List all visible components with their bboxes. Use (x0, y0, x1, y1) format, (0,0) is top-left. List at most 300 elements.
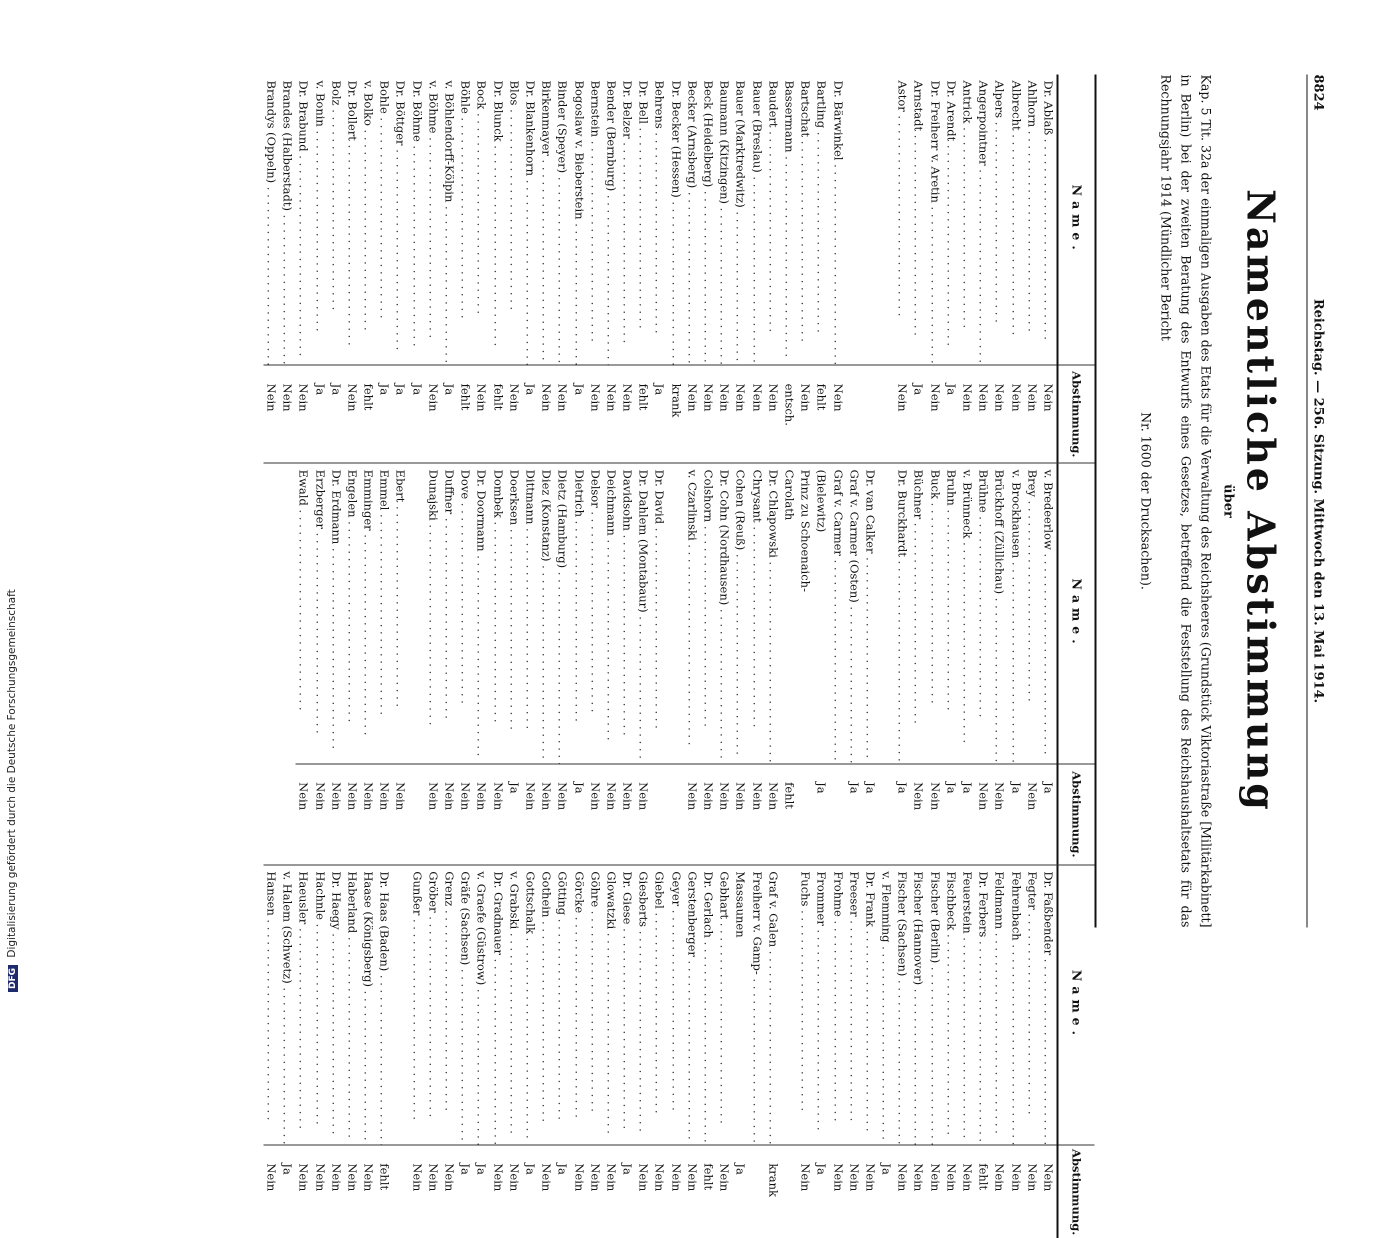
vote-row (538, 74, 554, 462)
vote-row (910, 865, 926, 1238)
vote-value: Ja (377, 383, 392, 395)
member-name: Brey . . . (1024, 463, 1040, 763)
vote-row (279, 865, 295, 1238)
member-name: Göhre . . . (587, 865, 603, 1145)
vote-row (927, 74, 943, 462)
member-name: Massaunen (732, 865, 748, 1145)
vote-value: fehlt (814, 383, 829, 410)
vote-value: Nein (1024, 1162, 1039, 1191)
member-name: v. Böhlendorff-Kölpin . . . (441, 74, 457, 365)
header-vote: Abstimmung. (1069, 770, 1083, 857)
vote-row (376, 74, 392, 462)
member-name: Giesberts . . . (635, 865, 651, 1145)
member-name: Brandes (Halberstadt) . . . (279, 74, 295, 365)
member-name: Dr. Haas (Baden) . . . (376, 865, 392, 1145)
vote-value: fehlt (490, 383, 505, 410)
vote-row (635, 463, 651, 864)
member-name (781, 865, 797, 1145)
vote-row (328, 463, 344, 864)
vote-value: krank (668, 383, 683, 417)
member-name: Colshorn . . . (700, 463, 716, 763)
vote-row (878, 865, 894, 1238)
member-name: Bruhn . . . (943, 463, 959, 763)
member-name: Baudert . . . (765, 74, 781, 365)
vote-value: Ja (523, 1162, 537, 1175)
vote-row (1024, 865, 1040, 1238)
member-name: Brandys (Oppeln) . . . (263, 74, 279, 365)
member-name: Bartschat . . . (797, 74, 813, 365)
member-name: Astor . . . (894, 74, 910, 365)
vote-row (570, 74, 586, 462)
member-name: Gottschalk . . . (522, 865, 538, 1145)
member-name: Erzberger . . . (311, 463, 327, 763)
header-name: Name. (1058, 463, 1094, 764)
vote-value: Ja (862, 781, 877, 794)
member-name: Dr. Freiherr v. Aretin . . . (927, 74, 943, 365)
member-name: Diez (Konstanz) . . . (538, 463, 554, 763)
vote-row (878, 463, 894, 864)
vote-value: Nein (733, 781, 748, 810)
vote-value: Ja (814, 781, 829, 794)
vote-row (959, 865, 975, 1238)
vote-row (425, 463, 441, 864)
member-name: Dr. Bell . . . (635, 74, 651, 365)
vote-row (603, 74, 619, 462)
vote-row (328, 865, 344, 1238)
vote-value: Nein (1024, 781, 1039, 810)
vote-value: Nein (296, 781, 311, 810)
vote-value: Ja (458, 1162, 473, 1175)
member-name: v. Halem (Schwetz) . . . (279, 865, 295, 1145)
vote-row (603, 865, 619, 1238)
vote-row (862, 865, 878, 1238)
vote-value: Nein (636, 781, 651, 810)
vote-value: Nein (992, 781, 1007, 810)
vote-row (862, 463, 878, 864)
member-name: Gerstenberger . . . (684, 865, 700, 1145)
member-name: Ebert . . . (392, 463, 408, 763)
vote-value: Nein (587, 781, 602, 810)
vote-value: Nein (539, 383, 554, 412)
vote-value: Nein (539, 1162, 554, 1191)
member-name: Doerksen . . . (506, 463, 522, 763)
vote-row (311, 463, 327, 864)
member-name: Gröber . . . (425, 865, 441, 1145)
vote-row (716, 463, 732, 864)
vote-value (651, 764, 667, 864)
vote-value: Ja (1041, 781, 1055, 794)
header-vote: Abstimmung. (1069, 370, 1083, 457)
member-name: Dr. Gradnauer . . . (489, 865, 505, 1145)
column-header (1056, 463, 1094, 864)
vote-value: Nein (555, 383, 570, 412)
vote-value: Nein (328, 781, 343, 810)
vote-value: fehlt (976, 1162, 991, 1190)
vote-value: Nein (539, 781, 554, 810)
vote-value: Ja (733, 1162, 748, 1175)
vote-value: Nein (636, 1162, 651, 1191)
vote-value: fehlt (636, 383, 651, 410)
vote-value: Nein (684, 383, 699, 412)
vote-value: Nein (765, 781, 780, 810)
vote-row (457, 865, 473, 1238)
vote-value: Nein (506, 383, 521, 412)
vote-row (829, 463, 845, 864)
vote-row (943, 74, 959, 462)
vote-value: Nein (587, 1162, 602, 1191)
intro-end: Nr. 1600 der Drucksachen). (1138, 411, 1153, 590)
member-name: Dr. Böhme . . . (409, 74, 425, 365)
vote-row (425, 74, 441, 462)
member-name: Dr. Chlapowski . . . (765, 463, 781, 763)
member-name: Dr. Belzer . . . (619, 74, 635, 365)
member-name: Dr. Dahlem (Montabaur) . . . (635, 463, 651, 763)
member-name: Gunßer . . . (409, 865, 425, 1145)
vote-value: Nein (943, 1162, 958, 1191)
vote-row (279, 74, 295, 462)
member-name: Graf v. Carmer (Osten) . . . (846, 463, 862, 763)
member-name: Dietrich . . . (570, 463, 586, 763)
member-name: Fischbeck . . . (943, 865, 959, 1145)
vote-value: Ja (960, 781, 975, 794)
vote-value: fehlt (458, 383, 473, 410)
member-name: Dr. Bollert . . . (344, 74, 360, 365)
vote-value: Ja (620, 1162, 635, 1175)
vote-row (554, 865, 570, 1238)
vote-row (1024, 74, 1040, 462)
vote-value: Ja (1008, 781, 1023, 794)
vote-row (392, 463, 408, 864)
vote-row (959, 74, 975, 462)
vote-row (263, 865, 279, 1238)
vote-row (457, 74, 473, 462)
member-name: Dunajski . . . (425, 463, 441, 763)
vote-value (878, 764, 894, 864)
vote-value: Nein (798, 1162, 813, 1191)
member-name: Cohen (Reuß) . . . (732, 463, 748, 763)
member-name: Dr. Ferbers . . . (975, 865, 991, 1145)
member-name: Antrick . . . (959, 74, 975, 365)
vote-value: Ja (943, 781, 958, 794)
vote-row (587, 865, 603, 1238)
vote-row (1040, 463, 1056, 864)
member-name: Dr. Burckhardt . . . (894, 463, 910, 763)
member-name: Gräfe (Sachsen) . . . (457, 865, 473, 1145)
vote-value: Nein (620, 383, 635, 412)
vote-row (619, 463, 635, 864)
vote-row (748, 463, 764, 864)
member-name: Bauer (Marktredwitz) . . . (732, 74, 748, 365)
vote-value: Nein (442, 781, 457, 810)
member-name: Dr. Haegy . . . (328, 865, 344, 1145)
vote-row (765, 74, 781, 462)
member-name: Dr. Doormann . . . (473, 463, 489, 763)
vote-value (748, 1145, 764, 1238)
vote-row (732, 865, 748, 1238)
vote-value: Nein (749, 383, 764, 412)
member-name: v. Grabski . . . (506, 865, 522, 1145)
vote-value: Nein (684, 1162, 699, 1191)
vote-row (700, 865, 716, 1238)
vote-value: Nein (895, 1162, 910, 1191)
vote-row (700, 74, 716, 462)
vote-row (328, 74, 344, 462)
vote-value: Nein (264, 1162, 278, 1191)
member-name: Dr. van Calker . . . (862, 463, 878, 763)
vote-row (765, 865, 781, 1238)
vote-row (376, 865, 392, 1238)
vote-row (748, 865, 764, 1238)
vote-value: Nein (992, 383, 1007, 412)
vote-row (910, 74, 926, 462)
vote-value: Nein (992, 1162, 1007, 1191)
header-name: Name. (1058, 74, 1094, 365)
vote-value: fehlt (361, 383, 376, 410)
member-name: Dr. Böttger . . . (392, 74, 408, 365)
vote-value: Nein (393, 781, 408, 810)
vote-value: Nein (312, 1162, 327, 1191)
vote-row (392, 74, 408, 462)
vote-row (635, 74, 651, 462)
member-name: Giebel . . . (651, 865, 667, 1145)
vote-row (441, 74, 457, 462)
vote-value (668, 764, 684, 864)
member-name: Brückhoff (Züllichau) . . . (991, 463, 1007, 763)
member-name: Dr. Blunck . . . (489, 74, 505, 365)
vote-row (813, 74, 829, 462)
member-name: v. Graefe (Güstrow) . . . (473, 865, 489, 1145)
member-name: Dr. David . . . (651, 463, 667, 763)
member-name: Dr. Gerlach . . . (700, 865, 716, 1145)
member-name: Graf v. Carmer . . . (829, 463, 845, 763)
vote-value: Nein (344, 383, 359, 412)
vote-value: Nein (927, 781, 942, 810)
member-name: (Bielewitz) (813, 463, 829, 763)
vote-row (781, 865, 797, 1238)
vote-row (587, 74, 603, 462)
vote-row (748, 74, 764, 462)
vote-row (360, 865, 376, 1238)
member-name: Dr. Faßbender . . . (1040, 865, 1056, 1145)
vote-table (263, 74, 1096, 1235)
vote-value: Nein (895, 383, 910, 412)
vote-value (878, 365, 894, 462)
vote-row (619, 865, 635, 1238)
member-name: Graf v. Galen . . . (765, 865, 781, 1145)
member-name: Büchner . . . (910, 463, 926, 763)
vote-value: fehlt (782, 781, 796, 809)
vote-value: Nein (927, 1162, 942, 1191)
member-name: Frohme . . . (829, 865, 845, 1145)
vote-value: Ja (280, 1162, 295, 1175)
vote-value (797, 764, 813, 864)
vote-row (700, 463, 716, 864)
vote-row (344, 865, 360, 1238)
vote-row (943, 463, 959, 864)
vote-row (846, 865, 862, 1238)
member-name: Glowatzki . . . (603, 865, 619, 1145)
vote-value: Nein (976, 781, 991, 810)
vote-row (716, 865, 732, 1238)
member-name: Fehrenbach . . . (1007, 865, 1023, 1145)
vote-row (651, 74, 667, 462)
vote-value (392, 1145, 408, 1238)
vote-value: Nein (425, 781, 440, 810)
member-name: Geyer . . . (668, 865, 684, 1145)
member-name: Binder (Speyer) . . . (554, 74, 570, 365)
vote-value: Ja (312, 383, 327, 395)
vote-value: Nein (523, 781, 537, 810)
vote-row (894, 463, 910, 864)
vote-row (489, 463, 505, 864)
member-name: Dombek . . . (489, 463, 505, 763)
vote-row (846, 74, 862, 462)
member-name: Görcke . . . (570, 865, 586, 1145)
vote-value: Nein (846, 1162, 861, 1191)
header-name: Name. (1058, 865, 1094, 1145)
member-name: Buck . . . (927, 463, 943, 763)
member-name: Bartling . . . (813, 74, 829, 365)
member-name (846, 74, 862, 365)
vote-row (829, 74, 845, 462)
vote-value: Ja (879, 1162, 894, 1175)
session-label: Reichstag. — 256. Sitzung. (1310, 298, 1325, 494)
vote-row (425, 865, 441, 1238)
member-name: Prinz zu Schoenaich- (797, 463, 813, 763)
vote-value: Nein (1041, 1162, 1055, 1191)
vote-value: entsch. (782, 383, 796, 426)
vote-value: Nein (506, 1162, 521, 1191)
vote-value: Nein (701, 781, 716, 810)
vote-value: Nein (490, 781, 505, 810)
vote-value: Ja (652, 383, 667, 395)
member-name (878, 463, 894, 763)
vote-value: Ja (409, 383, 424, 395)
vote-value: Nein (409, 1162, 424, 1191)
vote-row (943, 865, 959, 1238)
vote-value: Nein (344, 781, 359, 810)
member-name: Dr. Blankenhorn . . . (522, 74, 538, 365)
member-name: Frommer . . . (813, 865, 829, 1145)
vote-value: Nein (490, 1162, 505, 1191)
vote-value: Nein (555, 781, 570, 810)
vote-row (263, 74, 279, 462)
member-name: Duffner . . . (441, 463, 457, 763)
member-name: Dr. Cohn (Nordhausen) . . . (716, 463, 732, 763)
vote-row (862, 74, 878, 462)
vote-value: Ja (474, 1162, 489, 1175)
vote-row (570, 463, 586, 864)
vote-row (1040, 74, 1056, 462)
vote-value: Nein (960, 1162, 975, 1191)
member-name: Bauer (Breslau) . . . (748, 74, 764, 365)
vote-value (862, 365, 878, 462)
member-name: Haeusler . . . (295, 865, 311, 1145)
member-name: Götting . . . (554, 865, 570, 1145)
member-name: Ahlhorn . . . (1024, 74, 1040, 365)
vote-row (441, 865, 457, 1238)
vote-column (263, 463, 1094, 865)
vote-row (813, 865, 829, 1238)
intro-text: Kap. 5 Tit. 32a der einmaligen Ausgaben des Etats für die Verwaltung des Reichsheeres (Grundstück Viktoriastraße [Militärkabinett] in Berlin) bei der zweiten Beratung des Entwurfs eines Gesetzes, betreffend die Feststellung des Reichshaushaltsetats für das Rechnungsjahr 1914 (Mündlicher Bericht (1158, 74, 1213, 927)
member-name: Delsor . . . (587, 463, 603, 763)
vote-row (473, 865, 489, 1238)
vote-value: Ja (846, 781, 861, 794)
vote-value: Nein (474, 781, 489, 810)
page-number: 8824 (1310, 74, 1325, 111)
vote-row (538, 463, 554, 864)
vote-row (684, 865, 700, 1238)
member-name: Fischer (Hannover) . . . (910, 865, 926, 1145)
vote-row (489, 865, 505, 1238)
dfg-note-text: Digitalisierung gefördert durch die Deutsche Forschungsgemeinschaft (6, 589, 18, 958)
member-name (862, 74, 878, 365)
vote-row (668, 74, 684, 462)
vote-value: Nein (603, 781, 618, 810)
vote-value: Nein (474, 383, 489, 412)
vote-value: Nein (571, 1162, 586, 1191)
vote-row (554, 463, 570, 864)
vote-value: Nein (960, 383, 975, 412)
vote-value: Nein (312, 781, 327, 810)
vote-row (522, 463, 538, 864)
member-name: Haase (Königsberg) . . . (360, 865, 376, 1145)
vote-row (376, 463, 392, 864)
vote-row (473, 463, 489, 864)
vote-value: Nein (603, 383, 618, 412)
vote-value: krank (765, 1162, 780, 1197)
member-name: Dr. Ablaß . . . (1040, 74, 1056, 365)
member-name: Freiherr v. Gamp- . . . (748, 865, 764, 1145)
member-name: Freeser . . . (846, 865, 862, 1145)
vote-value: Nein (425, 1162, 440, 1191)
vote-row (765, 463, 781, 864)
vote-value: Nein (587, 383, 602, 412)
vote-value: Nein (328, 1162, 343, 1191)
column-header (1056, 74, 1094, 462)
member-name: v. Bolko . . . (360, 74, 376, 365)
vote-value: Nein (749, 781, 764, 810)
vote-value: Nein (280, 383, 295, 412)
member-name: Dr. Giese . . . (619, 865, 635, 1145)
vote-value: Nein (798, 383, 813, 412)
vote-row (587, 463, 603, 864)
vote-value: Nein (684, 781, 699, 810)
vote-value: Nein (344, 1162, 359, 1191)
vote-value: Nein (442, 1162, 457, 1191)
vote-value: Nein (911, 781, 926, 810)
member-name: v. Flemming . . . (878, 865, 894, 1145)
member-name: Chrysant . . . (748, 463, 764, 763)
vote-value: Ja (814, 1162, 829, 1175)
member-name (668, 463, 684, 763)
vote-row (295, 865, 311, 1238)
vote-value: Ja (895, 781, 910, 794)
member-name: Hansen . . . (263, 865, 279, 1145)
vote-value: Nein (1041, 383, 1055, 412)
vote-row (651, 463, 667, 864)
vote-row (311, 74, 327, 462)
member-name: Bohle . . . (376, 74, 392, 365)
vote-value: Nein (264, 383, 278, 412)
member-name: v. Bonin . . . (311, 74, 327, 365)
vote-row (1024, 463, 1040, 864)
vote-value (846, 365, 862, 462)
vote-value: Ja (911, 383, 926, 395)
member-name: Fischer (Sachsen) . . . (894, 865, 910, 1145)
vote-value: Ja (523, 383, 537, 395)
vote-value (409, 764, 425, 864)
